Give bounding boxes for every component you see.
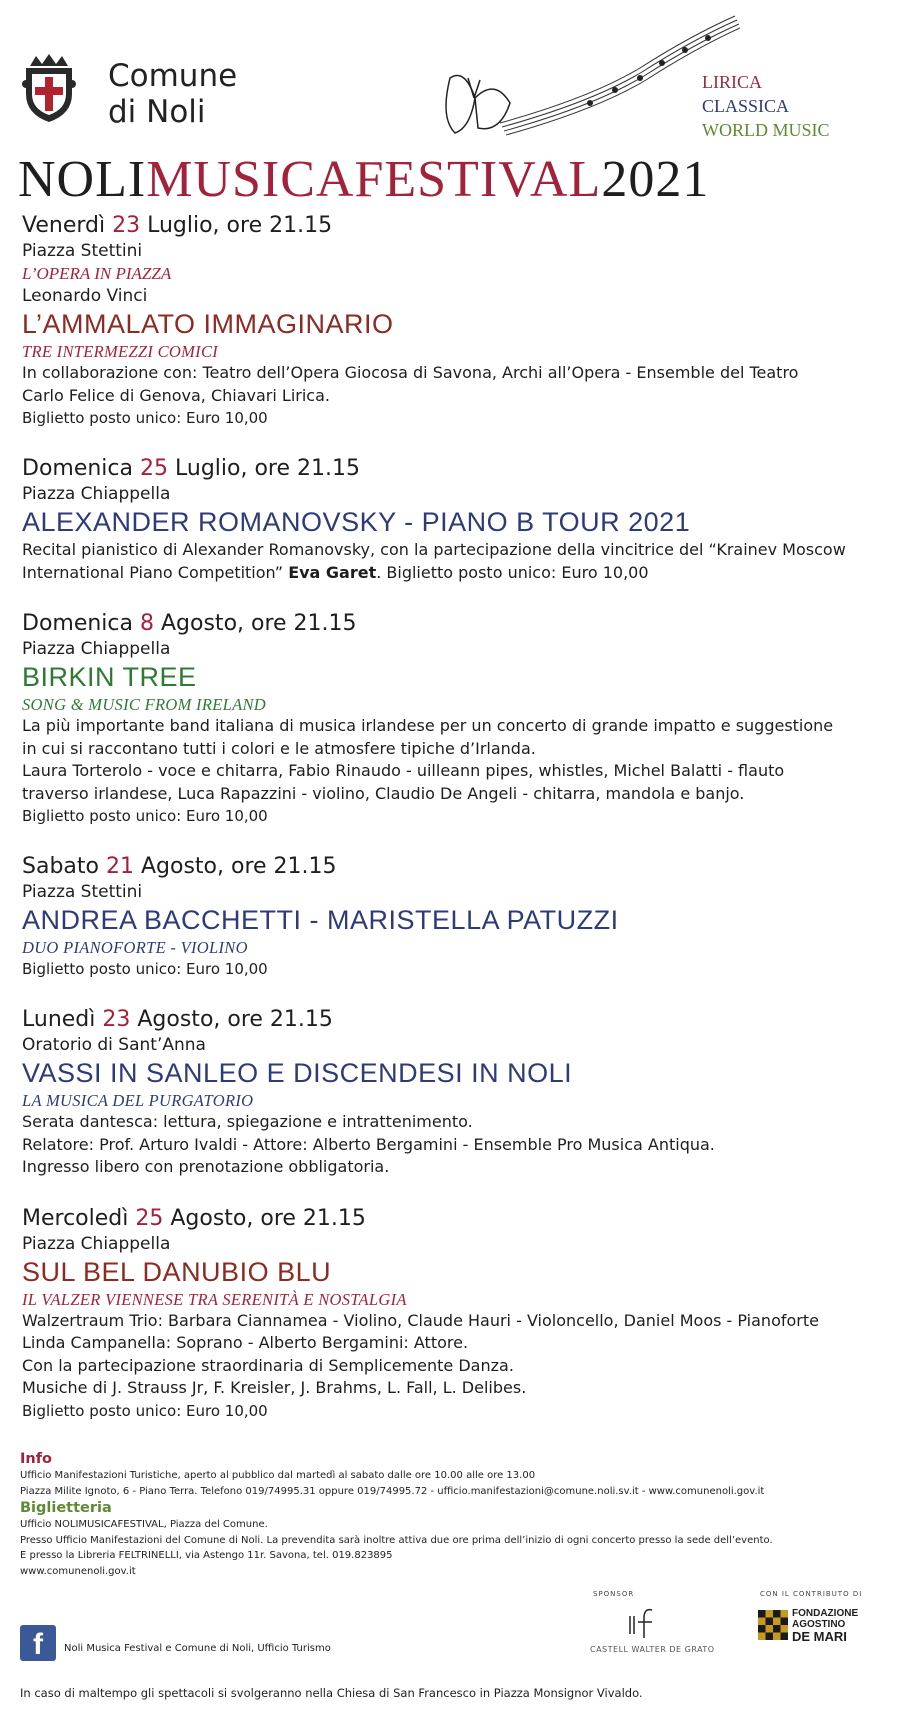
ticket-office-line: Ufficio NOLIMUSICAFESTIVAL, Piazza del Comune. bbox=[20, 1519, 268, 1530]
event-ticket: Biglietto posto unico: Euro 10,00 bbox=[22, 409, 268, 427]
contribution-label: CON IL CONTRIBUTO DI bbox=[760, 1590, 863, 1598]
coat-of-arms-icon bbox=[20, 54, 78, 124]
event-2 bbox=[22, 455, 882, 584]
event-pre-title: L’OPERA IN PIAZZA bbox=[22, 264, 172, 283]
event-day: 21 bbox=[105, 854, 134, 879]
event-description-line: Ingresso libero con prenotazione obbligatoria. bbox=[22, 1157, 390, 1176]
event-subtitle: DUO PIANOFORTE - VIOLINO bbox=[22, 938, 248, 957]
event-weekday: Mercoledì bbox=[22, 1205, 129, 1231]
festival-title-musicafestival: MUSICAFESTIVAL bbox=[146, 151, 602, 208]
event-date bbox=[22, 455, 882, 483]
event-date bbox=[22, 610, 882, 638]
event-venue: Oratorio di Sant’Anna bbox=[22, 1035, 206, 1055]
event-venue: Piazza Chiappella bbox=[22, 639, 171, 659]
event-ticket: Biglietto posto unico: Euro 10,00 bbox=[22, 1401, 268, 1420]
event-weekday: Lunedì bbox=[22, 1007, 96, 1032]
sponsor-label: SPONSOR bbox=[593, 1590, 635, 1598]
genre-list bbox=[702, 70, 830, 142]
event-description-line: Carlo Felice di Genova, Chiavari Lirica. bbox=[22, 385, 330, 405]
event-venue: Piazza Stettini bbox=[22, 241, 143, 261]
event-subtitle: LA MUSICA DEL PURGATORIO bbox=[22, 1091, 254, 1110]
event-title: SUL BEL DANUBIO BLU bbox=[22, 1256, 332, 1287]
event-description-line: traverso irlandese, Luca Rapazzini - violino, Claudio De Angeli - chitarra, mandola e banjo. bbox=[22, 783, 745, 803]
ticket-office-heading: Biglietteria bbox=[20, 1500, 112, 1516]
event-weekday: Sabato bbox=[22, 854, 99, 879]
event-1 bbox=[22, 212, 882, 429]
festival-title-year: 2021 bbox=[601, 151, 710, 208]
event-title: ALEXANDER ROMANOVSKY - PIANO B TOUR 2021 bbox=[22, 507, 691, 537]
event-performer-name: Eva Garet bbox=[288, 562, 377, 582]
event-venue: Piazza Chiappella bbox=[22, 484, 171, 504]
event-venue: Piazza Chiappella bbox=[22, 1233, 171, 1254]
event-description-text: International Piano Competition” bbox=[22, 562, 289, 582]
music-staff-butterfly-icon bbox=[440, 8, 740, 148]
event-description-line bbox=[22, 562, 882, 585]
festival-title-noli: NOLI bbox=[18, 151, 147, 208]
event-date bbox=[22, 1205, 882, 1233]
event-subtitle: SONG & MUSIC FROM IRELAND bbox=[22, 695, 266, 714]
event-month-time: Agosto, ore 21.15 bbox=[161, 611, 357, 636]
festival-title bbox=[18, 150, 709, 210]
info-line: Ufficio Manifestazioni Turistiche, aperto al pubblico dal martedì al sabato dalle ore 10.00 alle ore 13.00 bbox=[20, 1470, 536, 1481]
event-date bbox=[22, 212, 882, 240]
event-description-line: Musiche di J. Strauss Jr, F. Kreisler, J. Brahms, L. Fall, L. Delibes. bbox=[22, 1378, 527, 1397]
event-title: VASSI IN SANLEO E DISCENDESI IN NOLI bbox=[22, 1058, 573, 1088]
info-line: Piazza Milite Ignoto, 6 - Piano Terra. Telefono 019/74995.31 oppure 019/74995.72 - ufficio.manifestazioni@comune.noli.sv.it - www.comunenoli.gov.it bbox=[20, 1485, 765, 1497]
municipality-name bbox=[108, 58, 237, 130]
event-4 bbox=[22, 853, 882, 980]
event-3 bbox=[22, 610, 882, 827]
event-day: 23 bbox=[112, 213, 141, 238]
event-day: 8 bbox=[140, 611, 154, 636]
event-ticket: Biglietto posto unico: Euro 10,00 bbox=[22, 807, 268, 825]
foundation-line2: AGOSTINO bbox=[792, 1619, 846, 1630]
event-month-time: Luglio, ore 21.15 bbox=[147, 213, 333, 238]
event-title: ANDREA BACCHETTI - MARISTELLA PATUZZI bbox=[22, 905, 619, 935]
event-subtitle: IL VALZER VIENNESE TRA SERENITÀ E NOSTALGIA bbox=[22, 1289, 407, 1309]
event-ticket: Biglietto posto unico: Euro 10,00 bbox=[22, 960, 268, 978]
event-6 bbox=[22, 1205, 882, 1422]
info-heading: Info bbox=[20, 1451, 52, 1467]
event-title: BIRKIN TREE bbox=[22, 662, 197, 692]
event-weekday: Domenica bbox=[22, 611, 133, 636]
event-description-line: La più importante band italiana di musica irlandese per un concerto di grande impatto e suggestione bbox=[22, 716, 834, 735]
facebook-icon[interactable]: f bbox=[20, 1625, 56, 1661]
website-link[interactable]: www.comunenoli.gov.it bbox=[20, 1565, 136, 1577]
facebook-page-text[interactable]: Noli Musica Festival e Comune di Noli, Ufficio Turismo bbox=[64, 1643, 331, 1654]
event-description-line: Walzertraum Trio: Barbara Ciannamea - Violino, Claude Hauri - Violoncello, Daniel Moos - Pianoforte bbox=[22, 1310, 819, 1330]
sponsor-logo-icon bbox=[590, 1604, 710, 1640]
genre-lirica: LIRICA bbox=[702, 72, 762, 92]
event-weekday: Domenica bbox=[22, 456, 133, 481]
event-day: 25 bbox=[140, 456, 168, 481]
event-description-text: . Biglietto posto unico: Euro 10,00 bbox=[376, 562, 649, 582]
event-venue: Piazza Stettini bbox=[22, 882, 143, 902]
event-month-time: Agosto, ore 21.15 bbox=[140, 854, 337, 879]
event-day: 25 bbox=[135, 1205, 164, 1231]
event-title: L’AMMALATO IMMAGINARIO bbox=[22, 309, 394, 339]
foundation-line1: FONDAZIONE bbox=[792, 1608, 859, 1619]
foundation-emblem-icon bbox=[758, 1610, 788, 1640]
event-description-line: Serata dantesca: lettura, spiegazione e intrattenimento. bbox=[22, 1112, 473, 1131]
weather-note: In caso di maltempo gli spettacoli si svolgeranno nella Chiesa di San Francesco in Piazza Monsignor Vivaldo. bbox=[20, 1686, 643, 1700]
event-month-time: Agosto, ore 21.15 bbox=[137, 1007, 333, 1032]
genre-classica: CLASSICA bbox=[702, 96, 790, 116]
event-date bbox=[22, 853, 882, 881]
sponsor-name: CASTELL WALTER DE GRATO bbox=[590, 1645, 715, 1654]
event-month-time: Luglio, ore 21.15 bbox=[175, 456, 360, 481]
event-description-line: in cui si raccontano tutti i colori e le atmosfere tipiche d’Irlanda. bbox=[22, 738, 536, 758]
event-description-line: In collaborazione con: Teatro dell’Opera Giocosa di Savona, Archi all’Opera - Ensemble del Teatro bbox=[22, 363, 799, 382]
event-description-line: Relatore: Prof. Arturo Ivaldi - Attore: Alberto Bergamini - Ensemble Pro Musica Antiqua. bbox=[22, 1134, 715, 1154]
event-description-line: Recital pianistico di Alexander Romanovsky, con la partecipazione della vincitrice del “Krainev Moscow bbox=[22, 540, 846, 559]
event-day: 23 bbox=[102, 1007, 131, 1032]
event-description-line: Linda Campanella: Soprano - Alberto Bergamini: Attore. bbox=[22, 1333, 469, 1352]
event-date bbox=[22, 1006, 882, 1034]
municipality-line1: Comune bbox=[108, 58, 238, 94]
event-weekday: Venerdì bbox=[22, 213, 106, 238]
event-5 bbox=[22, 1006, 882, 1179]
event-composer: Leonardo Vinci bbox=[22, 286, 148, 306]
event-description-line: Con la partecipazione straordinaria di Semplicemente Danza. bbox=[22, 1355, 514, 1375]
event-description-line: Laura Torterolo - voce e chitarra, Fabio Rinaudo - uilleann pipes, whistles, Michel Balatti - flauto bbox=[22, 761, 785, 780]
footer-info bbox=[20, 1450, 880, 1579]
foundation-name bbox=[792, 1608, 858, 1644]
genre-world-music: WORLD MUSIC bbox=[702, 120, 830, 140]
ticket-office-line: E presso la Libreria FELTRINELLI, via Astengo 11r. Savona, tel. 019.823895 bbox=[20, 1550, 393, 1561]
foundation-line3: DE MARI bbox=[792, 1629, 847, 1644]
municipality-line2: di Noli bbox=[108, 94, 206, 130]
event-subtitle: TRE INTERMEZZI COMICI bbox=[22, 342, 219, 361]
event-month-time: Agosto, ore 21.15 bbox=[170, 1205, 366, 1231]
event-list bbox=[22, 212, 882, 1448]
ticket-office-line: Presso Ufficio Manifestazioni del Comune di Noli. La prevendita sarà inoltre attiva due ore prima dell’inizio di ogni concerto presso la sede dell’evento. bbox=[20, 1534, 773, 1546]
